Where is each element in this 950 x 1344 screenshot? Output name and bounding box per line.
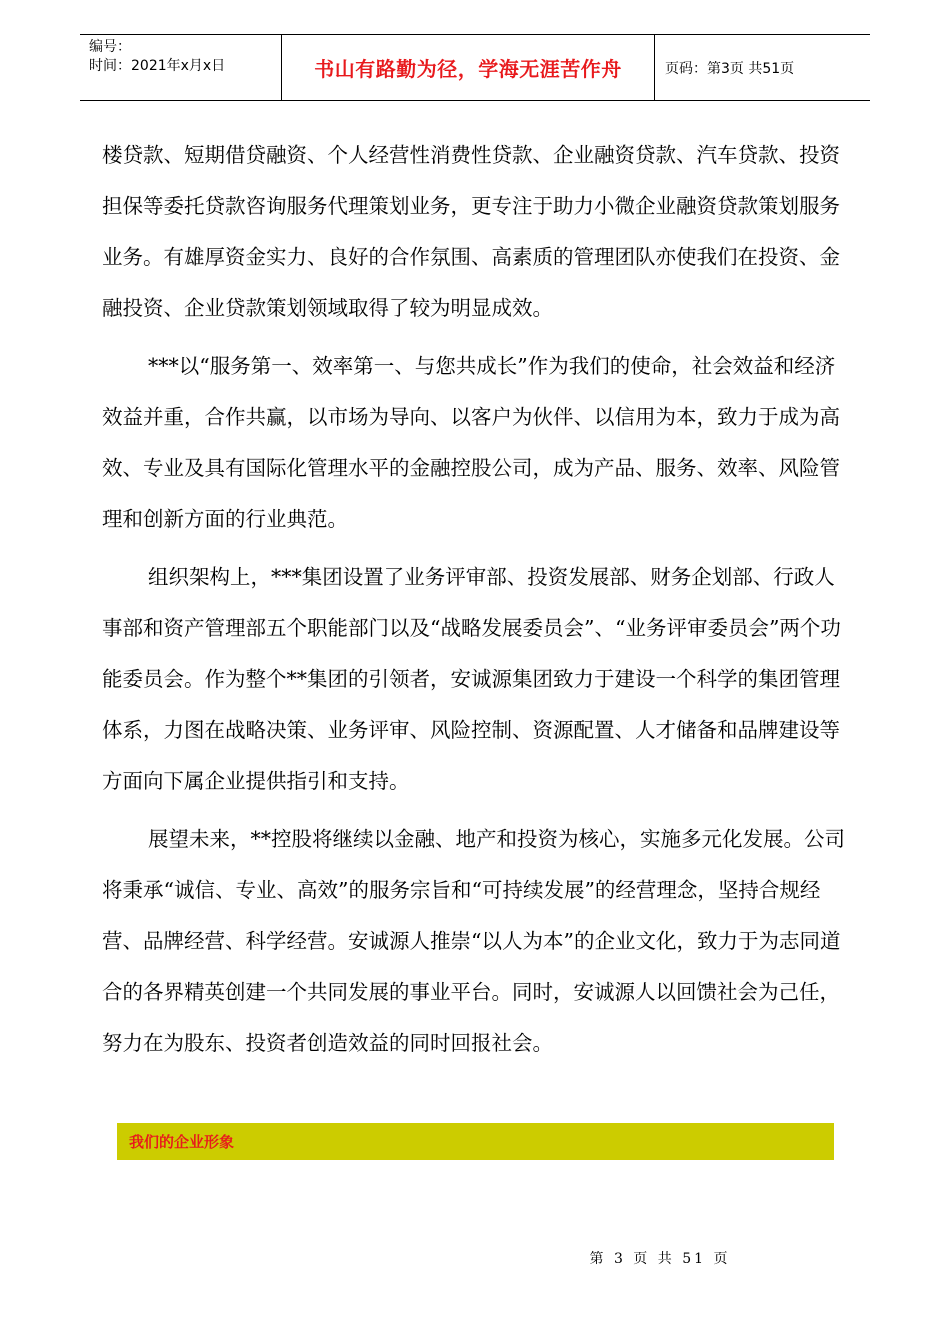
page-header (80, 34, 870, 101)
header-meta (80, 35, 282, 100)
section-banner (117, 1123, 834, 1160)
document-number-label: 编号： (89, 39, 131, 55)
document-time: 时间：2021年x月x日 (89, 58, 226, 74)
document-body (102, 130, 852, 1069)
page-footer: 第 3 页 共 51 页 (589, 1251, 731, 1267)
header-page-info: 页码：第3页 共51页 (665, 60, 795, 77)
paragraph-2: ***以“服务第一、效率第一、与您共成长”作为我们的使命，社会效益和经济效益并重，合作共赢，以市场为导向、以客户为伙伴、以信用为本，致力于成为高效、专业及具有国际化管理水平的金融控股公司，成为产品、服务、效率、风险管理和创新方面的行业典范。 (102, 354, 840, 531)
paragraph-1: 楼贷款、短期借贷融资、个人经营性消费性贷款、企业融资贷款、汽车贷款、投资担保等委托贷款咨询服务代理策划业务，更专注于助力小微企业融资贷款策划服务业务。有雄厚资金实力、良好的合作氛围、高素质的管理团队亦使我们在投资、金融投资、企业贷款策划领域取得了较为明显成效。 (102, 143, 840, 320)
paragraph-3: 组织架构上，***集团设置了业务评审部、投资发展部、财务企划部、行政人事部和资产管理部五个职能部门以及“战略发展委员会”、“业务评审委员会”两个功能委员会。作为整个**集团的引领者，安诚源集团致力于建设一个科学的集团管理体系，力图在战略决策、业务评审、风险控制、资源配置、人才储备和品牌建设等方面向下属企业提供指引和支持。 (102, 565, 841, 793)
header-motto: 书山有路勤为径，学海无涯苦作舟 (282, 35, 655, 100)
section-title: 我们的企业形象 (129, 1133, 235, 1151)
paragraph-4: 展望未来，**控股将继续以金融、地产和投资为核心，实施多元化发展。公司将秉承“诚信、专业、高效”的服务宗旨和“可持续发展”的经营理念，坚持合规经营、品牌经营、科学经营。安诚源人推崇“以人为本”的企业文化，致力于为志同道合的各界精英创建一个共同发展的事业平台。同时，安诚源人以回馈社会为己任，努力在为股东、投资者创造效益的同时回报社会。 (102, 827, 845, 1055)
